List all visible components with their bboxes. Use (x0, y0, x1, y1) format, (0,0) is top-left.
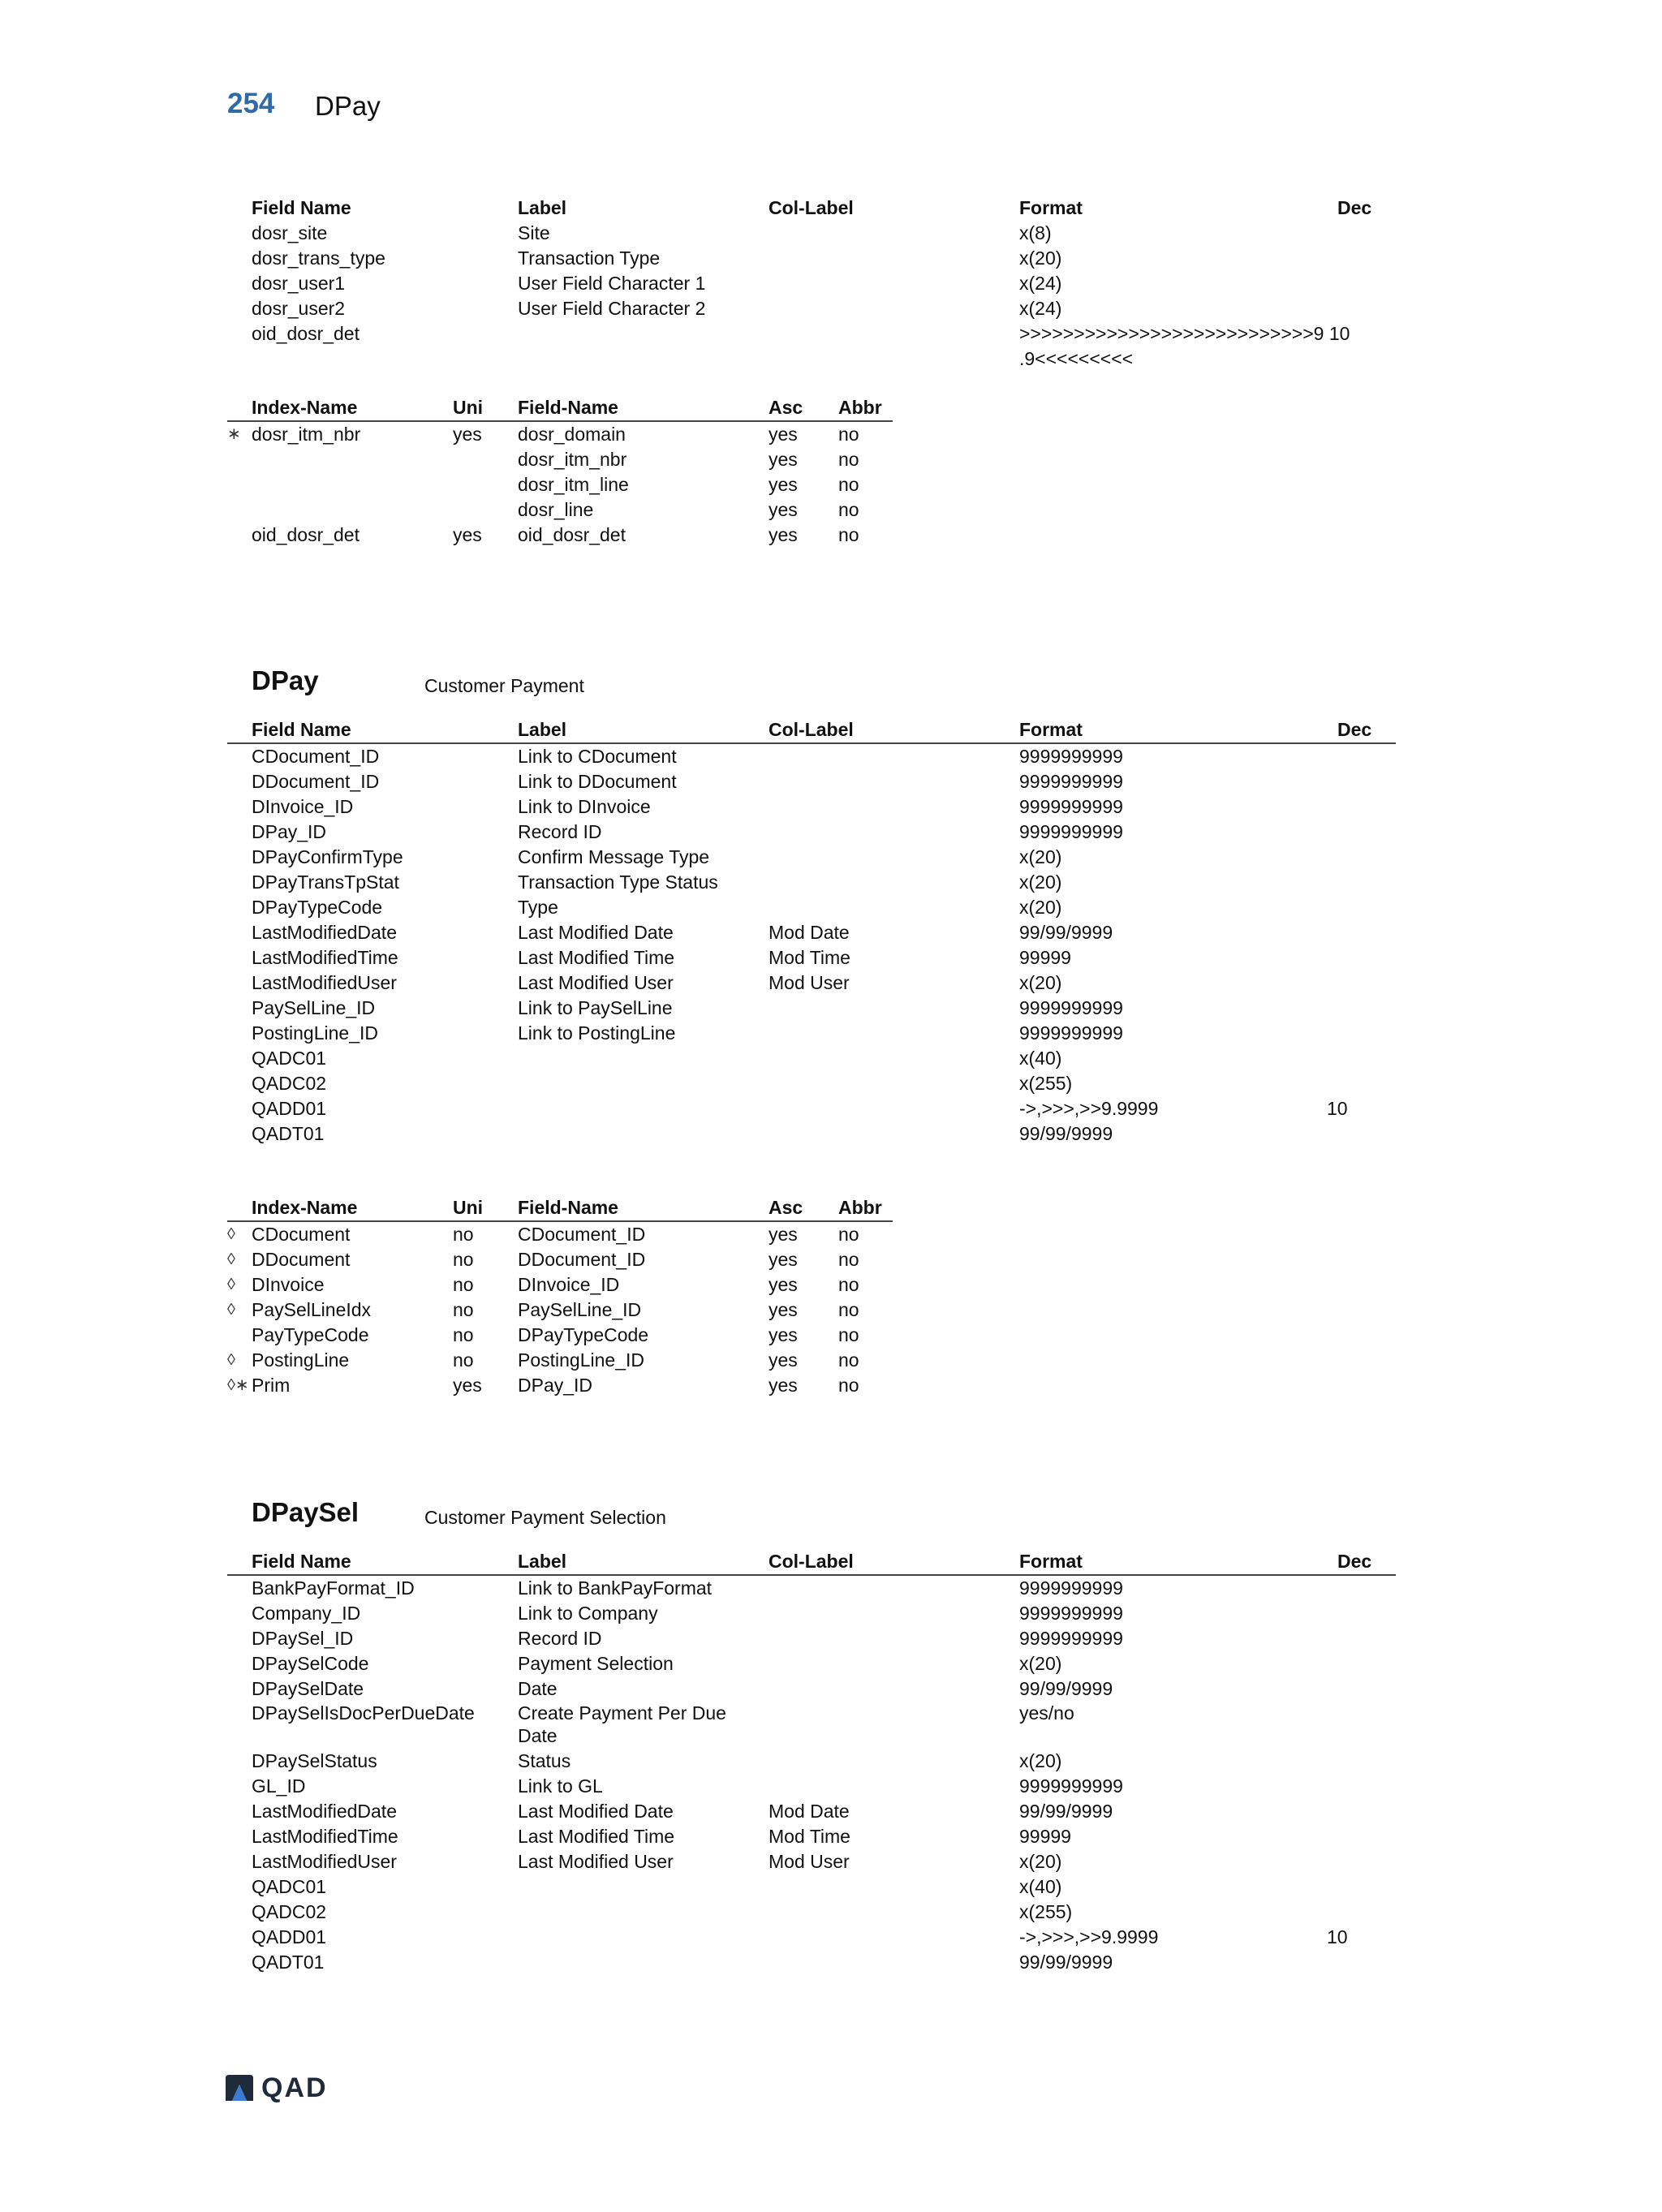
col-index-name: Index-Name (252, 397, 358, 418)
field-table-dpay (227, 717, 1396, 1147)
index-unique: no (453, 1349, 474, 1371)
index-name: Prim (252, 1375, 291, 1396)
field-format: x(255) (1019, 1901, 1073, 1922)
col-format: Format (1019, 719, 1083, 740)
col-field-name: Field Name (252, 197, 351, 218)
field-format: 9999999999 (1019, 821, 1123, 842)
index-field-name: dosr_domain (518, 424, 626, 445)
field-name: LastModifiedUser (252, 1851, 397, 1872)
col-label: Label (518, 1551, 567, 1572)
field-format: 99999 (1019, 1826, 1071, 1847)
field-row (227, 1774, 1396, 1799)
index-rows (227, 1222, 893, 1398)
index-unique: yes (453, 1375, 482, 1396)
index-name: PaySelLineIdx (252, 1299, 372, 1320)
index-marker: ◊ (227, 1250, 235, 1268)
col-index-name: Index-Name (252, 1197, 358, 1218)
index-unique: yes (453, 524, 482, 545)
col-format: Format (1019, 1551, 1083, 1572)
field-name: DPaySelIsDocPerDueDate (252, 1702, 475, 1724)
field-row (227, 945, 1396, 970)
field-label: Record ID (518, 821, 602, 842)
field-format: 9999999999 (1019, 997, 1123, 1018)
field-label: Link to BankPayFormat (518, 1577, 713, 1599)
index-row (227, 1298, 893, 1323)
field-label: Payment Selection (518, 1653, 674, 1674)
index-name: dosr_itm_nbr (252, 424, 361, 445)
col-uni: Uni (453, 1197, 484, 1218)
field-row (227, 1950, 1396, 1975)
field-row (227, 1576, 1396, 1601)
col-dec: Dec (1337, 197, 1372, 218)
field-row (227, 794, 1396, 820)
col-label: Label (518, 719, 567, 740)
index-row (227, 447, 893, 472)
field-name: DPaySelCode (252, 1653, 369, 1674)
index-ascending: yes (769, 1299, 798, 1320)
field-row (227, 845, 1396, 870)
field-format: 9999999999 (1019, 1577, 1123, 1599)
index-unique: no (453, 1274, 474, 1295)
index-table-continued (227, 395, 893, 548)
field-format: 9999999999 (1019, 1628, 1123, 1649)
field-name: PostingLine_ID (252, 1022, 378, 1044)
index-field-name: DInvoice_ID (518, 1274, 620, 1295)
field-table-header (227, 1549, 1396, 1576)
field-name: DPayTypeCode (252, 897, 383, 918)
field-format: yes/no (1019, 1702, 1074, 1724)
index-abbreviated: no (838, 1324, 859, 1345)
index-field-name: dosr_line (518, 499, 594, 520)
field-format: x(20) (1019, 247, 1062, 269)
col-asc: Asc (769, 1197, 803, 1218)
field-row (227, 769, 1396, 794)
field-name: oid_dosr_det (252, 323, 360, 344)
field-rows (227, 221, 1396, 369)
index-unique: yes (453, 424, 482, 445)
field-format: 9999999999 (1019, 771, 1123, 792)
index-ascending: yes (769, 1224, 798, 1245)
field-row (227, 1925, 1396, 1950)
page-title: DPay (315, 91, 381, 121)
field-label: Link to CDocument (518, 746, 677, 767)
index-unique: no (453, 1249, 474, 1270)
index-row (227, 472, 893, 497)
field-format: x(20) (1019, 972, 1062, 993)
field-name: GL_ID (252, 1775, 306, 1797)
table-name: DPay (252, 665, 319, 695)
field-row (227, 820, 1396, 845)
field-row (227, 1749, 1396, 1774)
field-row (227, 1900, 1396, 1925)
field-label: Link to GL (518, 1775, 603, 1797)
field-format: x(40) (1019, 1876, 1062, 1897)
index-abbreviated: no (838, 1299, 859, 1320)
index-row (227, 1272, 893, 1298)
field-format: >>>>>>>>>>>>>>>>>>>>>>>>>>>9 10 .9<<<<<<<<< (1019, 323, 1350, 369)
index-ascending: yes (769, 474, 798, 495)
index-ascending: yes (769, 424, 798, 445)
field-name: DPaySel_ID (252, 1628, 354, 1649)
index-abbreviated: no (838, 499, 859, 520)
field-rows (227, 744, 1396, 1147)
table-title (227, 1497, 1396, 1549)
field-format: 99/99/9999 (1019, 1952, 1113, 1973)
field-row (227, 970, 1396, 996)
index-ascending: yes (769, 1349, 798, 1371)
field-row (227, 996, 1396, 1021)
index-name: CDocument (252, 1224, 351, 1245)
index-row (227, 1247, 893, 1272)
field-name: PaySelLine_ID (252, 997, 376, 1018)
field-name: DPayTransTpStat (252, 871, 399, 893)
field-name: QADC02 (252, 1901, 327, 1922)
col-uni: Uni (453, 397, 484, 418)
field-format: 99/99/9999 (1019, 1123, 1113, 1144)
field-row (227, 1874, 1396, 1900)
index-field-name: DDocument_ID (518, 1249, 646, 1270)
field-label: Link to DDocument (518, 771, 677, 792)
index-name: PostingLine (252, 1349, 350, 1371)
index-row (227, 1323, 893, 1348)
field-label: Date (518, 1678, 558, 1699)
field-col-label: Mod Time (769, 947, 850, 968)
index-field-name: CDocument_ID (518, 1224, 646, 1245)
qad-logo (224, 2072, 328, 2104)
field-label: Confirm Message Type (518, 846, 710, 867)
field-dec: 10 (1327, 1098, 1348, 1119)
dpay-section (227, 665, 1396, 1398)
field-name: CDocument_ID (252, 746, 380, 767)
field-label: Site (518, 222, 550, 243)
field-table-dpaysel (227, 1549, 1396, 1975)
field-format: x(20) (1019, 846, 1062, 867)
dpaysel-section (227, 1497, 1396, 1975)
index-rows (227, 422, 893, 548)
index-ascending: yes (769, 449, 798, 470)
field-table-header (227, 717, 1396, 744)
col-field-name: Field-Name (518, 1197, 618, 1218)
field-row (227, 246, 1396, 271)
index-marker: ◊ (227, 1301, 235, 1319)
field-label: Link to PostingLine (518, 1022, 676, 1044)
field-format: x(8) (1019, 222, 1052, 243)
col-dec: Dec (1337, 719, 1372, 740)
field-format: x(40) (1019, 1048, 1062, 1069)
field-name: DDocument_ID (252, 771, 380, 792)
index-abbreviated: no (838, 424, 859, 445)
field-format: x(255) (1019, 1073, 1073, 1094)
field-col-label: Mod Date (769, 922, 850, 943)
index-ascending: yes (769, 1249, 798, 1270)
field-format: 99/99/9999 (1019, 922, 1113, 943)
field-row (227, 1121, 1396, 1147)
field-row (227, 221, 1396, 246)
field-row (227, 296, 1396, 321)
index-field-name: oid_dosr_det (518, 524, 626, 545)
index-abbreviated: no (838, 474, 859, 495)
index-marker: ◊ (227, 1351, 235, 1369)
field-format: ->,>>>,>>9.9999 (1019, 1926, 1159, 1947)
index-table-header (227, 1195, 893, 1222)
index-field-name: DPay_ID (518, 1375, 593, 1396)
field-row (227, 1021, 1396, 1046)
field-format: x(24) (1019, 298, 1062, 319)
field-name: QADT01 (252, 1123, 325, 1144)
field-name: dosr_user1 (252, 273, 346, 294)
field-name: LastModifiedDate (252, 1801, 397, 1822)
index-abbreviated: no (838, 1224, 859, 1245)
field-row (227, 1626, 1396, 1651)
field-row (227, 1824, 1396, 1849)
field-name: BankPayFormat_ID (252, 1577, 415, 1599)
field-table-header (227, 196, 1396, 221)
field-name: Company_ID (252, 1603, 361, 1624)
field-row (227, 1046, 1396, 1071)
field-label: Last Modified Date (518, 922, 674, 943)
field-label: Record ID (518, 1628, 602, 1649)
field-name: DPaySelDate (252, 1678, 364, 1699)
field-format: x(20) (1019, 897, 1062, 918)
field-row (227, 1651, 1396, 1676)
field-format: 9999999999 (1019, 1603, 1123, 1624)
field-format: 9999999999 (1019, 746, 1123, 767)
index-ascending: yes (769, 1375, 798, 1396)
field-name: QADC01 (252, 1048, 327, 1069)
field-row (227, 1849, 1396, 1874)
index-row (227, 523, 893, 548)
col-field-name: Field Name (252, 719, 351, 740)
field-label: Last Modified Time (518, 947, 675, 968)
field-format: 9999999999 (1019, 1022, 1123, 1044)
field-label: Last Modified Time (518, 1826, 675, 1847)
index-ascending: yes (769, 524, 798, 545)
field-name: dosr_trans_type (252, 247, 385, 269)
index-row (227, 1348, 893, 1373)
index-abbreviated: no (838, 1349, 859, 1371)
index-abbreviated: no (838, 449, 859, 470)
index-field-name: DPayTypeCode (518, 1324, 649, 1345)
field-format: x(20) (1019, 871, 1062, 893)
field-label: Link to DInvoice (518, 796, 651, 817)
field-name: QADD01 (252, 1926, 327, 1947)
field-label: Last Modified User (518, 1851, 674, 1872)
field-name: DPaySelStatus (252, 1750, 377, 1771)
index-row (227, 1373, 893, 1398)
index-marker: ◊ (227, 1225, 235, 1243)
continued-table-section (227, 196, 1396, 548)
field-row (227, 321, 1396, 369)
field-col-label: Mod Time (769, 1826, 850, 1847)
index-marker: ∗ (227, 425, 241, 443)
col-dec: Dec (1337, 1551, 1372, 1572)
index-marker: ◊ (227, 1276, 235, 1293)
index-field-name: dosr_itm_line (518, 474, 629, 495)
field-label: Last Modified User (518, 972, 674, 993)
index-row (227, 497, 893, 523)
field-col-label: Mod User (769, 1851, 850, 1872)
field-row (227, 1676, 1396, 1702)
index-ascending: yes (769, 1274, 798, 1295)
field-label: Create Payment Per Due Date (518, 1702, 726, 1746)
field-format: 9999999999 (1019, 796, 1123, 817)
index-unique: no (453, 1324, 474, 1345)
index-field-name: dosr_itm_nbr (518, 449, 627, 470)
index-row (227, 1222, 893, 1247)
field-format: x(24) (1019, 273, 1062, 294)
field-row (227, 920, 1396, 945)
field-format: 9999999999 (1019, 1775, 1123, 1797)
col-abbr: Abbr (838, 1197, 882, 1218)
index-field-name: PostingLine_ID (518, 1349, 644, 1371)
table-name: DPaySel (252, 1497, 360, 1527)
field-row (227, 1071, 1396, 1096)
field-name: QADC01 (252, 1876, 327, 1897)
table-description: Customer Payment Selection (424, 1507, 666, 1528)
col-col-label: Col-Label (769, 197, 854, 218)
page-number: 254 (227, 88, 275, 119)
field-rows (227, 1576, 1396, 1975)
field-label: User Field Character 1 (518, 273, 706, 294)
index-name: DDocument (252, 1249, 351, 1270)
table-title (227, 665, 1396, 717)
field-label: Last Modified Date (518, 1801, 674, 1822)
field-name: dosr_user2 (252, 298, 346, 319)
index-marker: ◊∗ (227, 1376, 249, 1394)
index-table-header (227, 395, 893, 422)
field-col-label: Mod Date (769, 1801, 850, 1822)
field-row (227, 895, 1396, 920)
index-ascending: yes (769, 499, 798, 520)
col-field-name: Field-Name (518, 397, 618, 418)
field-name: DPayConfirmType (252, 846, 403, 867)
index-abbreviated: no (838, 524, 859, 545)
col-format: Format (1019, 197, 1083, 218)
field-label: Status (518, 1750, 571, 1771)
index-unique: no (453, 1299, 474, 1320)
field-format: 99/99/9999 (1019, 1678, 1113, 1699)
field-name: QADD01 (252, 1098, 327, 1119)
table-description: Customer Payment (424, 675, 584, 696)
field-name: LastModifiedTime (252, 947, 398, 968)
field-label: Link to Company (518, 1603, 658, 1624)
field-name: QADC02 (252, 1073, 327, 1094)
field-row (227, 1799, 1396, 1824)
field-format: x(20) (1019, 1851, 1062, 1872)
index-unique: no (453, 1224, 474, 1245)
col-asc: Asc (769, 397, 803, 418)
field-format: x(20) (1019, 1750, 1062, 1771)
field-name: DInvoice_ID (252, 796, 354, 817)
field-row (227, 1702, 1396, 1749)
field-row (227, 870, 1396, 895)
field-name: QADT01 (252, 1952, 325, 1973)
index-name: PayTypeCode (252, 1324, 369, 1345)
col-col-label: Col-Label (769, 719, 854, 740)
field-name: LastModifiedDate (252, 922, 397, 943)
index-abbreviated: no (838, 1274, 859, 1295)
field-label: Type (518, 897, 558, 918)
index-table-dpay (227, 1195, 893, 1398)
qad-logo-text: QAD (261, 2072, 328, 2103)
index-abbreviated: no (838, 1249, 859, 1270)
field-row (227, 744, 1396, 769)
field-col-label: Mod User (769, 972, 850, 993)
field-label: User Field Character 2 (518, 298, 706, 319)
field-label: Transaction Type (518, 247, 661, 269)
qad-logo-icon (224, 2073, 255, 2102)
field-label: Transaction Type Status (518, 871, 718, 893)
field-format: x(20) (1019, 1653, 1062, 1674)
field-row (227, 271, 1396, 296)
col-abbr: Abbr (838, 397, 882, 418)
col-label: Label (518, 197, 567, 218)
field-format: 99/99/9999 (1019, 1801, 1113, 1822)
field-name: LastModifiedTime (252, 1826, 398, 1847)
index-row (227, 422, 893, 447)
col-field-name: Field Name (252, 1551, 351, 1572)
index-abbreviated: no (838, 1375, 859, 1396)
index-name: oid_dosr_det (252, 524, 360, 545)
index-ascending: yes (769, 1324, 798, 1345)
field-row (227, 1601, 1396, 1626)
field-row (227, 1096, 1396, 1121)
index-field-name: PaySelLine_ID (518, 1299, 642, 1320)
field-name: LastModifiedUser (252, 972, 397, 993)
field-format: ->,>>>,>>9.9999 (1019, 1098, 1159, 1119)
index-name: DInvoice (252, 1274, 325, 1295)
field-dec: 10 (1327, 1926, 1348, 1947)
field-name: DPay_ID (252, 821, 327, 842)
field-name: dosr_site (252, 222, 328, 243)
field-table-continued (227, 196, 1396, 369)
field-label: Link to PaySelLine (518, 997, 673, 1018)
col-col-label: Col-Label (769, 1551, 854, 1572)
field-format: 99999 (1019, 947, 1071, 968)
